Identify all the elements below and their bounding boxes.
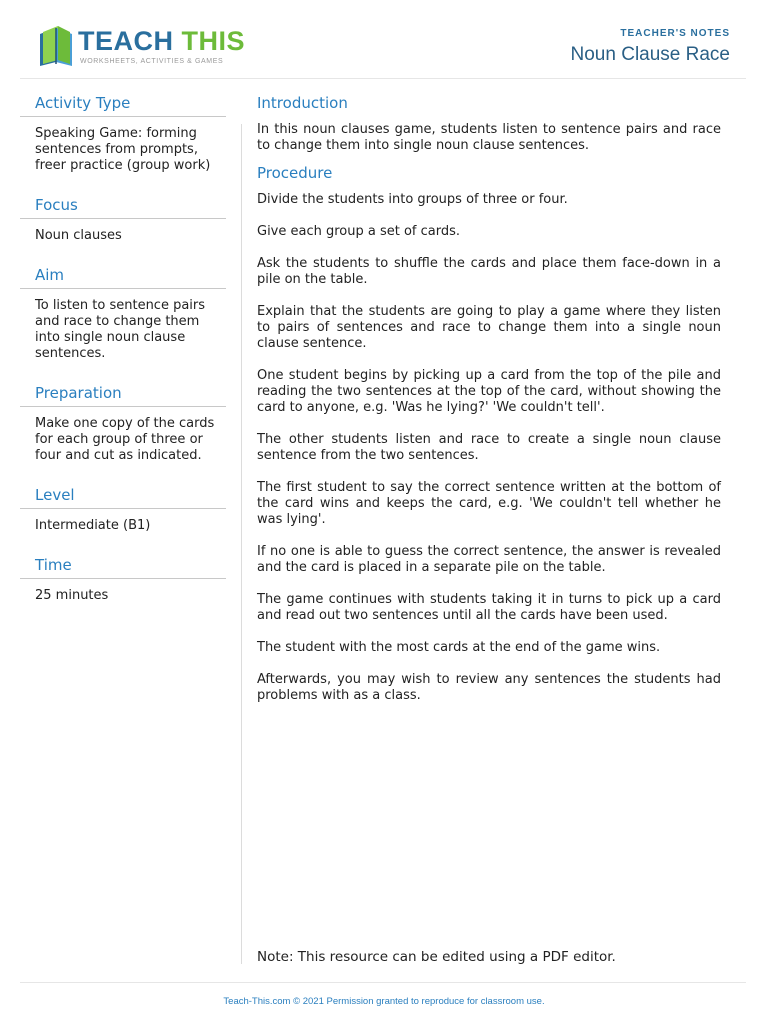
section-text: Make one copy of the cards for each group of three or four and cut as indicated. bbox=[35, 416, 215, 463]
logo-word-this: THIS bbox=[181, 26, 246, 56]
section-heading: Level bbox=[20, 486, 226, 509]
introduction-text: In this noun clauses game, students listen to sentence pairs and race to change them into single noun clause sentences. bbox=[257, 122, 721, 153]
document-title: Noun Clause Race bbox=[570, 44, 730, 65]
teachers-notes-label: TEACHER'S NOTES bbox=[620, 28, 730, 39]
aim-section bbox=[20, 266, 226, 362]
teach-this-logo bbox=[36, 22, 246, 70]
logo-tagline: WORKSHEETS, ACTIVITIES & GAMES bbox=[80, 58, 224, 65]
procedure-step: Divide the students into groups of three or four. bbox=[257, 192, 568, 207]
footer-divider bbox=[20, 982, 746, 983]
info-sidebar bbox=[20, 94, 226, 626]
procedure-step: The game continues with students taking it in turns to pick up a card and read out two sentences until all the cards have been used. bbox=[257, 592, 721, 623]
section-text: Speaking Game: forming sentences from prompts, freer practice (group work) bbox=[35, 126, 211, 173]
procedure-heading: Procedure bbox=[257, 164, 333, 182]
logo-wordmark bbox=[78, 26, 245, 56]
page-header bbox=[20, 18, 746, 79]
open-book-logo-icon bbox=[36, 24, 76, 68]
introduction-heading: Introduction bbox=[257, 94, 348, 112]
procedure-step: If no one is able to guess the correct sentence, the answer is revealed and the card is placed in a separate pile on the table. bbox=[257, 544, 721, 575]
procedure-step: The first student to say the correct sentence written at the bottom of the card wins and keeps the card, e.g. 'We couldn't tell whether he was lying'. bbox=[257, 480, 721, 527]
procedure-step: One student begins by picking up a card from the top of the pile and reading the two sentences at the top of the card, without showing the card to anyone, e.g. 'Was he lying?' 'We couldn't tell'. bbox=[257, 368, 721, 415]
level-section bbox=[20, 486, 226, 534]
column-divider bbox=[241, 124, 242, 964]
section-text: To listen to sentence pairs and race to change them into single noun clause sentences. bbox=[35, 298, 206, 361]
time-section bbox=[20, 556, 226, 604]
procedure-step: Afterwards, you may wish to review any sentences the students had problems with as a class. bbox=[257, 672, 721, 703]
procedure-step: Explain that the students are going to play a game where they listen to pairs of sentences and race to change them into a single noun clause sentence. bbox=[257, 304, 721, 351]
procedure-step: The student with the most cards at the end of the game wins. bbox=[257, 640, 661, 655]
procedure-step: Ask the students to shuffle the cards and place them face-down in a pile on the table. bbox=[257, 256, 721, 287]
focus-section bbox=[20, 196, 226, 244]
section-heading: Preparation bbox=[20, 384, 226, 407]
section-heading: Time bbox=[20, 556, 226, 579]
section-heading: Aim bbox=[20, 266, 226, 289]
section-text: Intermediate (B1) bbox=[35, 518, 151, 533]
footer-copyright: Teach-This.com © 2021 Permission granted to reproduce for classroom use. bbox=[223, 996, 545, 1007]
section-text: 25 minutes bbox=[35, 588, 109, 603]
pdf-editor-note: Note: This resource can be edited using a PDF editor. bbox=[257, 949, 616, 965]
logo-word-teach: TEACH bbox=[78, 26, 174, 56]
section-heading: Focus bbox=[20, 196, 226, 219]
procedure-step: Give each group a set of cards. bbox=[257, 224, 461, 239]
section-heading: Activity Type bbox=[20, 94, 226, 117]
preparation-section bbox=[20, 384, 226, 464]
activity-type-section bbox=[20, 94, 226, 174]
section-text: Noun clauses bbox=[35, 228, 122, 243]
procedure-step: The other students listen and race to create a single noun clause sentence from the two sentences. bbox=[257, 432, 721, 463]
main-content bbox=[257, 94, 721, 720]
